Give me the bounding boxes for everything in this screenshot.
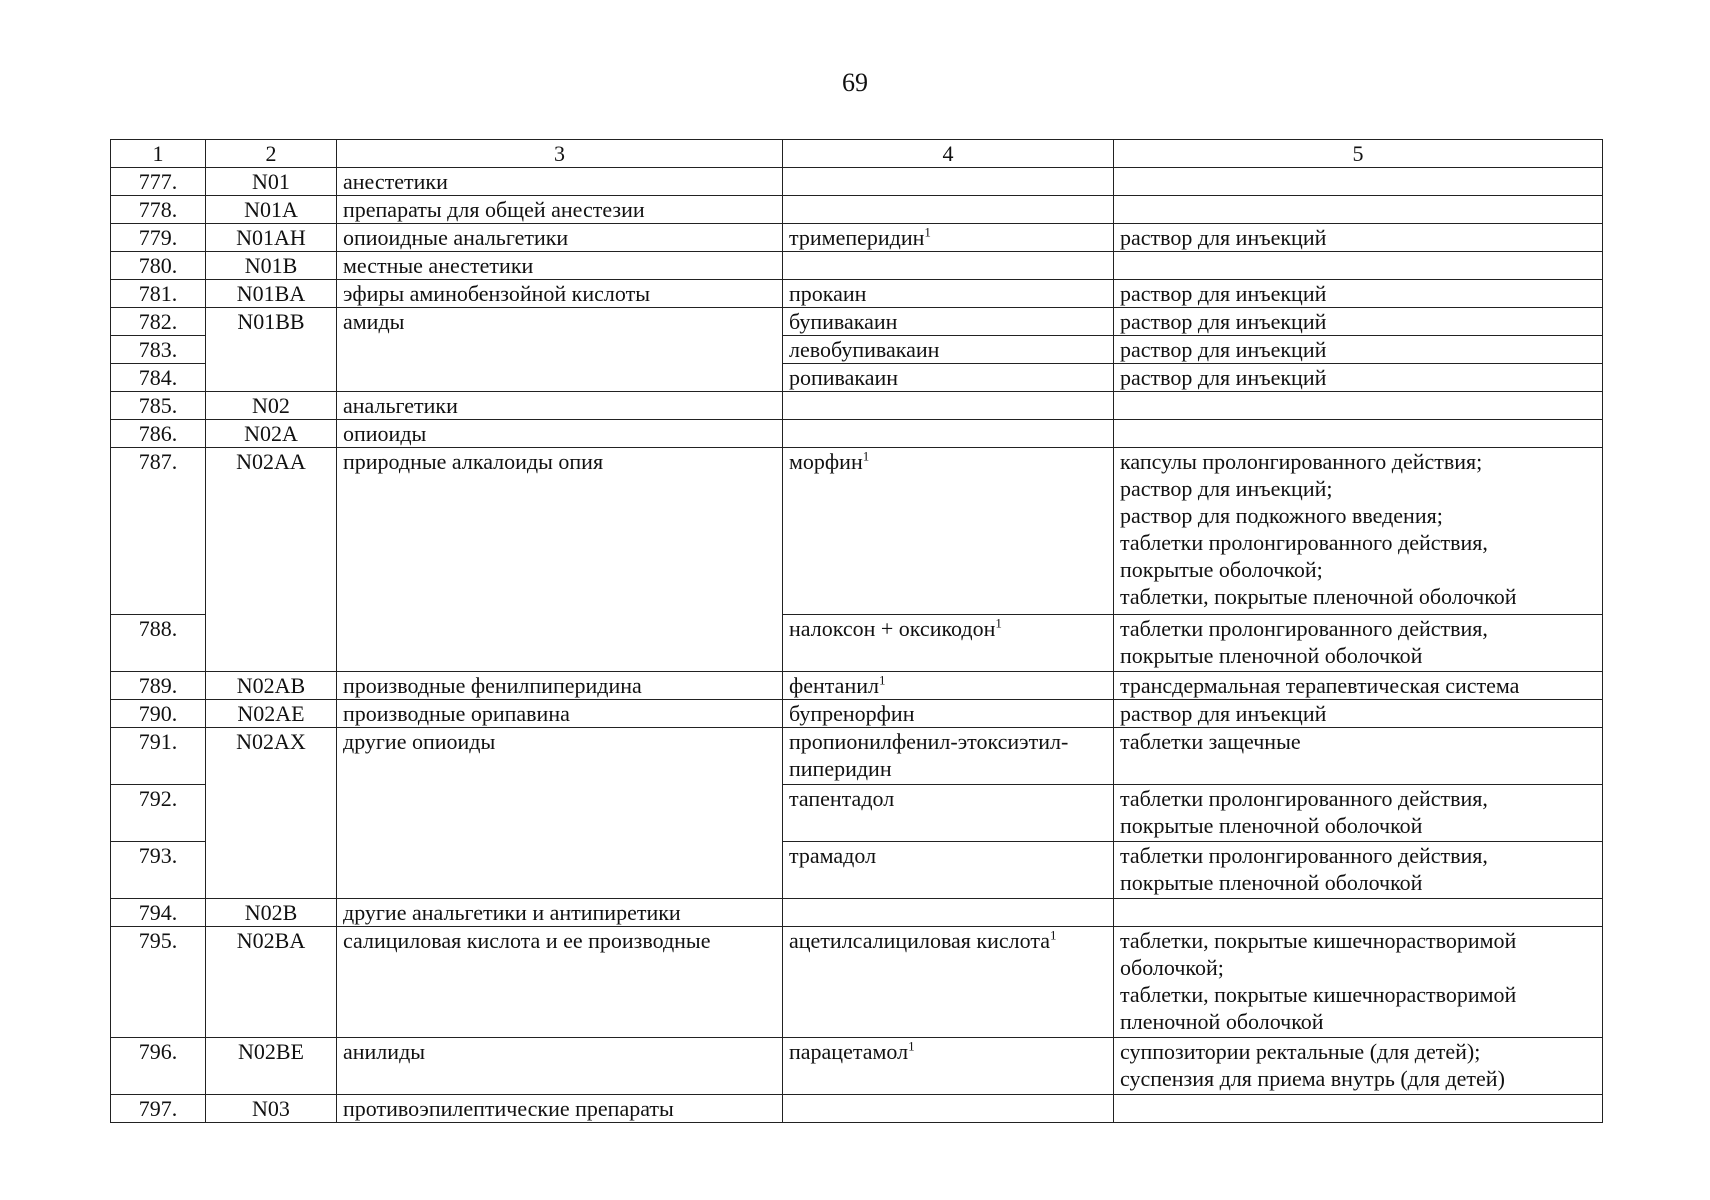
drug-name — [783, 899, 1114, 927]
row-number: 791. — [111, 728, 206, 785]
dosage-form: покрытые оболочкой; — [1120, 557, 1323, 582]
group-name: другие опиоиды — [337, 728, 783, 899]
drug-name — [783, 785, 1114, 842]
group-name: препараты для общей анестезии — [337, 196, 783, 224]
group-name: амиды — [337, 308, 783, 392]
dosage-forms — [1114, 224, 1603, 252]
group-name: эфиры аминобензойной кислоты — [337, 280, 783, 308]
drug-name — [783, 615, 1114, 672]
atc-code: N02 — [206, 392, 337, 420]
row-number: 784. — [111, 364, 206, 392]
footnote-mark: 1 — [924, 224, 931, 240]
row-number: 783. — [111, 336, 206, 364]
drug-name — [783, 196, 1114, 224]
drug-name — [783, 842, 1114, 899]
row-number: 795. — [111, 927, 206, 1038]
drug-name — [783, 927, 1114, 1038]
dosage-forms — [1114, 785, 1603, 842]
drug-label: фентанил — [789, 673, 879, 698]
dosage-form: покрытые пленочной оболочкой — [1120, 870, 1423, 895]
table-row — [111, 420, 1603, 448]
row-number: 794. — [111, 899, 206, 927]
drug-name — [783, 280, 1114, 308]
table-row — [111, 728, 1603, 785]
dosage-form: таблетки пролонгированного действия, — [1120, 530, 1488, 555]
row-number: 779. — [111, 224, 206, 252]
dosage-forms — [1114, 728, 1603, 785]
footnote-mark: 1 — [908, 1038, 915, 1054]
dosage-forms — [1114, 280, 1603, 308]
drug-name — [783, 672, 1114, 700]
drug-label: левобупивакаин — [789, 337, 940, 362]
dosage-form: покрытые пленочной оболочкой — [1120, 813, 1423, 838]
group-name: анилиды — [337, 1038, 783, 1095]
dosage-form: раствор для инъекций; — [1120, 476, 1333, 501]
drug-name — [783, 308, 1114, 336]
dosage-forms — [1114, 899, 1603, 927]
row-number: 792. — [111, 785, 206, 842]
dosage-form: раствор для инъекций — [1120, 309, 1327, 334]
atc-code: N01A — [206, 196, 337, 224]
group-name: противоэпилептические препараты — [337, 1095, 783, 1123]
row-number: 780. — [111, 252, 206, 280]
row-number: 777. — [111, 168, 206, 196]
dosage-form: раствор для инъекций — [1120, 701, 1327, 726]
dosage-form: раствор для подкожного введения; — [1120, 503, 1443, 528]
row-number: 789. — [111, 672, 206, 700]
drug-name — [783, 728, 1114, 785]
dosage-form: таблетки пролонгированного действия, — [1120, 843, 1488, 868]
drug-name — [783, 1095, 1114, 1123]
drug-name — [783, 420, 1114, 448]
atc-code: N02A — [206, 420, 337, 448]
dosage-form: таблетки, покрытые пленочной оболочкой — [1120, 584, 1517, 609]
column-header: 2 — [206, 140, 337, 168]
row-number: 785. — [111, 392, 206, 420]
dosage-forms — [1114, 672, 1603, 700]
dosage-form: таблетки пролонгированного действия, — [1120, 616, 1488, 641]
footnote-mark: 1 — [862, 448, 870, 464]
table-row — [111, 899, 1603, 927]
table-row — [111, 448, 1603, 615]
atc-code: N02B — [206, 899, 337, 927]
row-number: 781. — [111, 280, 206, 308]
table-row — [111, 168, 1603, 196]
dosage-forms — [1114, 420, 1603, 448]
atc-code: N01BA — [206, 280, 337, 308]
row-number: 786. — [111, 420, 206, 448]
atc-code: N02AX — [206, 728, 337, 899]
group-name: производные орипавина — [337, 700, 783, 728]
atc-code: N03 — [206, 1095, 337, 1123]
drug-label: пропионилфенил-этоксиэтил-пиперидин — [789, 729, 1069, 781]
dosage-form: суспензия для приема внутрь (для детей) — [1120, 1066, 1505, 1091]
drug-name — [783, 364, 1114, 392]
drug-name — [783, 336, 1114, 364]
atc-code: N02BA — [206, 927, 337, 1038]
dosage-form: таблетки, покрытые кишечнорастворимой — [1120, 928, 1517, 953]
row-number: 790. — [111, 700, 206, 728]
atc-code: N01 — [206, 168, 337, 196]
drug-label: налоксон + оксикодон — [789, 616, 996, 641]
atc-code: N01BB — [206, 308, 337, 392]
dosage-forms — [1114, 252, 1603, 280]
dosage-forms — [1114, 842, 1603, 899]
table-row — [111, 672, 1603, 700]
dosage-forms — [1114, 168, 1603, 196]
drug-label: бупренорфин — [789, 701, 915, 726]
group-name: производные фенилпиперидина — [337, 672, 783, 700]
drug-name — [783, 168, 1114, 196]
drug-name — [783, 700, 1114, 728]
drug-name — [783, 224, 1114, 252]
medication-table — [110, 139, 1603, 1123]
dosage-forms — [1114, 308, 1603, 336]
footnote-mark: 1 — [995, 615, 1002, 631]
dosage-form: раствор для инъекций — [1120, 281, 1327, 306]
dosage-forms — [1114, 615, 1603, 672]
drug-label: прокаин — [789, 281, 867, 306]
dosage-form: таблетки пролонгированного действия, — [1120, 786, 1488, 811]
table-row — [111, 1038, 1603, 1095]
group-name: опиоиды — [337, 420, 783, 448]
drug-label: морфин — [789, 449, 863, 474]
page-number: 69 — [842, 68, 868, 97]
drug-label: парацетамол — [789, 1039, 909, 1064]
dosage-forms — [1114, 448, 1603, 615]
column-header: 5 — [1114, 140, 1603, 168]
row-number: 797. — [111, 1095, 206, 1123]
footnote-mark: 1 — [1049, 927, 1057, 943]
row-number: 793. — [111, 842, 206, 899]
row-number: 796. — [111, 1038, 206, 1095]
dosage-form: раствор для инъекций — [1120, 225, 1327, 250]
column-header: 3 — [337, 140, 783, 168]
row-number: 788. — [111, 615, 206, 672]
atc-code: N01AH — [206, 224, 337, 252]
dosage-forms — [1114, 196, 1603, 224]
group-name: другие анальгетики и антипиретики — [337, 899, 783, 927]
atc-code: N02AE — [206, 700, 337, 728]
row-number: 787. — [111, 448, 206, 615]
group-name: салициловая кислота и ее производные — [337, 927, 783, 1038]
group-name: анальгетики — [337, 392, 783, 420]
dosage-form: трансдермальная терапевтическая система — [1120, 673, 1520, 698]
group-name: местные анестетики — [337, 252, 783, 280]
dosage-form: оболочкой; — [1120, 955, 1224, 980]
table-row — [111, 224, 1603, 252]
drug-label: трамадол — [789, 843, 877, 868]
drug-label: тримеперидин — [789, 225, 925, 250]
dosage-form: пленочной оболочкой — [1120, 1009, 1324, 1034]
table-row — [111, 1095, 1603, 1123]
dosage-forms — [1114, 336, 1603, 364]
drug-name — [783, 448, 1114, 615]
dosage-forms — [1114, 364, 1603, 392]
dosage-forms — [1114, 1095, 1603, 1123]
dosage-forms — [1114, 392, 1603, 420]
table-row — [111, 196, 1603, 224]
atc-code: N02AB — [206, 672, 337, 700]
table-row — [111, 927, 1603, 1038]
table-row — [111, 252, 1603, 280]
dosage-form: раствор для инъекций — [1120, 337, 1327, 362]
dosage-forms — [1114, 927, 1603, 1038]
drug-name — [783, 1038, 1114, 1095]
table-row — [111, 700, 1603, 728]
group-name: анестетики — [337, 168, 783, 196]
drug-label: тапентадол — [789, 786, 895, 811]
dosage-form: покрытые пленочной оболочкой — [1120, 643, 1423, 668]
group-name: природные алкалоиды опия — [337, 448, 783, 672]
table-row — [111, 392, 1603, 420]
column-header: 4 — [783, 140, 1114, 168]
footnote-mark: 1 — [878, 672, 886, 688]
dosage-form: капсулы пролонгированного действия; — [1120, 449, 1483, 474]
atc-code: N02AA — [206, 448, 337, 672]
dosage-form: таблетки защечные — [1120, 729, 1301, 754]
dosage-form: таблетки, покрытые кишечнорастворимой — [1120, 982, 1517, 1007]
drug-label: бупивакаин — [789, 309, 898, 334]
atc-code: N02BE — [206, 1038, 337, 1095]
dosage-forms — [1114, 700, 1603, 728]
atc-code: N01B — [206, 252, 337, 280]
drug-name — [783, 252, 1114, 280]
drug-label: ропивакаин — [789, 365, 899, 390]
row-number: 782. — [111, 308, 206, 336]
row-number: 778. — [111, 196, 206, 224]
dosage-forms — [1114, 1038, 1603, 1095]
group-name: опиоидные анальгетики — [337, 224, 783, 252]
table-row — [111, 280, 1603, 308]
drug-name — [783, 392, 1114, 420]
drug-label: ацетилсалициловая кислота — [789, 928, 1050, 953]
table-row — [111, 308, 1603, 336]
dosage-form: суппозитории ректальные (для детей); — [1120, 1039, 1481, 1064]
header-row — [111, 140, 1603, 168]
column-header: 1 — [111, 140, 206, 168]
dosage-form: раствор для инъекций — [1120, 365, 1327, 390]
